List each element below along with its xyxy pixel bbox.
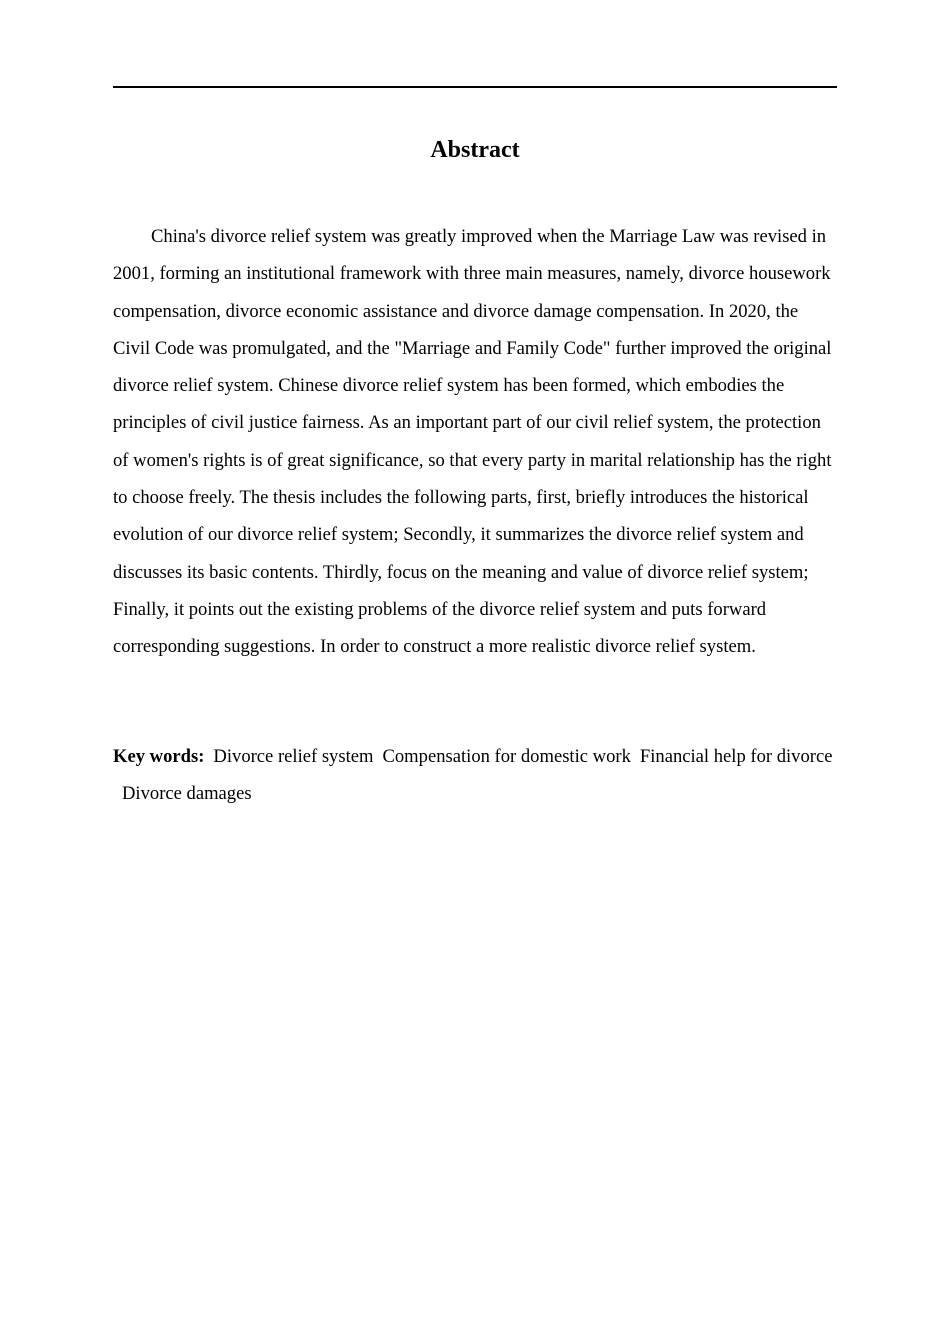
keyword-item: Financial help for divorce bbox=[639, 746, 833, 767]
keyword-item: Divorce relief system bbox=[213, 746, 374, 767]
keywords-label: Key words: bbox=[113, 746, 205, 767]
abstract-title: Abstract bbox=[430, 137, 520, 163]
abstract-paragraph: China's divorce relief system was greatly improved when the Marriage Law was revised in 2001, forming an institutional framework with three main measures, namely, divorce housework compensation, divorce economic assistance and divorce damage compensation. In 2020, the Civil Code was promulgated, and the "Marriage and Family Code" further improved the original divorce relief system. Chinese divorce relief system has been formed, which embodies the principles of civil justice fairness. As an important part of our civil relief system, the protection of women's rights is of great significance, so that every party in marital relationship has the right to choose freely. The thesis includes the following parts, first, briefly introduces the historical evolution of our divorce relief system; Secondly, it summarizes the divorce relief system and discusses its basic contents. Thirdly, focus on the meaning and value of divorce relief system; Finally, it points out the existing problems of the divorce relief system and puts forward corresponding suggestions. In order to construct a more realistic divorce relief system. bbox=[113, 226, 832, 658]
keyword-item: Divorce damages bbox=[122, 783, 252, 805]
header-rule bbox=[113, 86, 837, 88]
keywords-line bbox=[113, 738, 837, 813]
keyword-item: Compensation for domestic work bbox=[382, 746, 631, 767]
